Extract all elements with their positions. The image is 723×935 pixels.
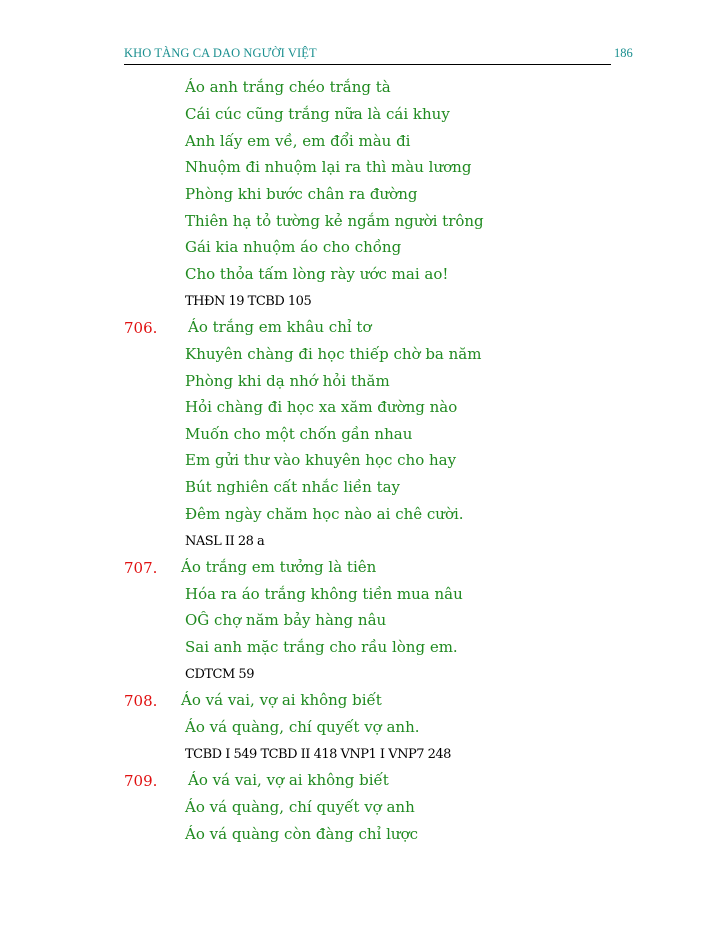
page-number: 186 [614, 46, 633, 60]
verse-line: Phòng khi bước chân ra đường [185, 185, 418, 203]
verse-line: Phòng khi dạ nhớ hỏi thăm [185, 372, 390, 390]
verse-line: Áo vá quàng còn đàng chỉ lược [185, 825, 419, 843]
verse-line: Áo trắng em khâu chỉ tơ [188, 318, 372, 336]
verse-line: Bút nghiên cất nhắc liền tay [185, 478, 401, 496]
verse-line: Đêm ngày chăm học nào ai chê cười. [185, 505, 464, 523]
verse-line: Muốn cho một chốn gần nhau [185, 425, 413, 443]
page-header [124, 44, 611, 65]
entry-number: 709. [124, 772, 158, 790]
verse-line: Gái kia nhuộm áo cho chồng [185, 238, 402, 256]
verse-line: Áo vá vai, vợ ai không biết [188, 771, 389, 789]
verse-line: Hóa ra áo trắng không tiền mua nâu [185, 585, 463, 603]
source-citation: CDTCM 59 [185, 667, 254, 682]
verse-line: OĜ chợ năm bảy hàng nâu [185, 611, 387, 629]
verse-line: Áo trắng em tưởng là tiên [181, 558, 377, 576]
verse-line: Áo vá quàng, chí quyết vợ anh. [185, 718, 420, 736]
header-title: KHO TÀNG CA DAO NGƯỜI VIỆT [124, 46, 317, 60]
verse-line: Sai anh mặc trắng cho rầu lòng em. [185, 638, 458, 656]
source-citation: THĐN 19 TCBD 105 [185, 294, 312, 309]
verse-line: Hỏi chàng đi học xa xăm đường nào [185, 398, 458, 416]
verse-line: Anh lấy em về, em đổi màu đi [185, 132, 411, 150]
verse-line: Áo anh trắng chéo trắng tà [185, 78, 391, 96]
verse-line: Em gửi thư vào khuyên học cho hay [185, 451, 457, 469]
verse-line: Nhuộm đi nhuộm lại ra thì màu lương [185, 158, 472, 176]
verse-line: Cho thỏa tấm lòng rày ước mai ao! [185, 265, 449, 283]
verse-line: Cái cúc cũng trắng nữa là cái khuy [185, 105, 450, 123]
verse-line: Thiên hạ tỏ tường kẻ ngắm người trông [185, 212, 484, 230]
source-citation: TCBD I 549 TCBD II 418 VNP1 I VNP7 248 [185, 747, 451, 762]
verse-line: Áo vá quàng, chí quyết vợ anh [185, 798, 415, 816]
entry-number: 707. [124, 559, 158, 577]
entry-number: 708. [124, 692, 158, 710]
verse-line: Khuyên chàng đi học thiếp chờ ba năm [185, 345, 482, 363]
entry-number: 706. [124, 319, 158, 337]
verse-line: Áo vá vai, vợ ai không biết [181, 691, 382, 709]
source-citation: NASL II 28 a [185, 534, 265, 549]
